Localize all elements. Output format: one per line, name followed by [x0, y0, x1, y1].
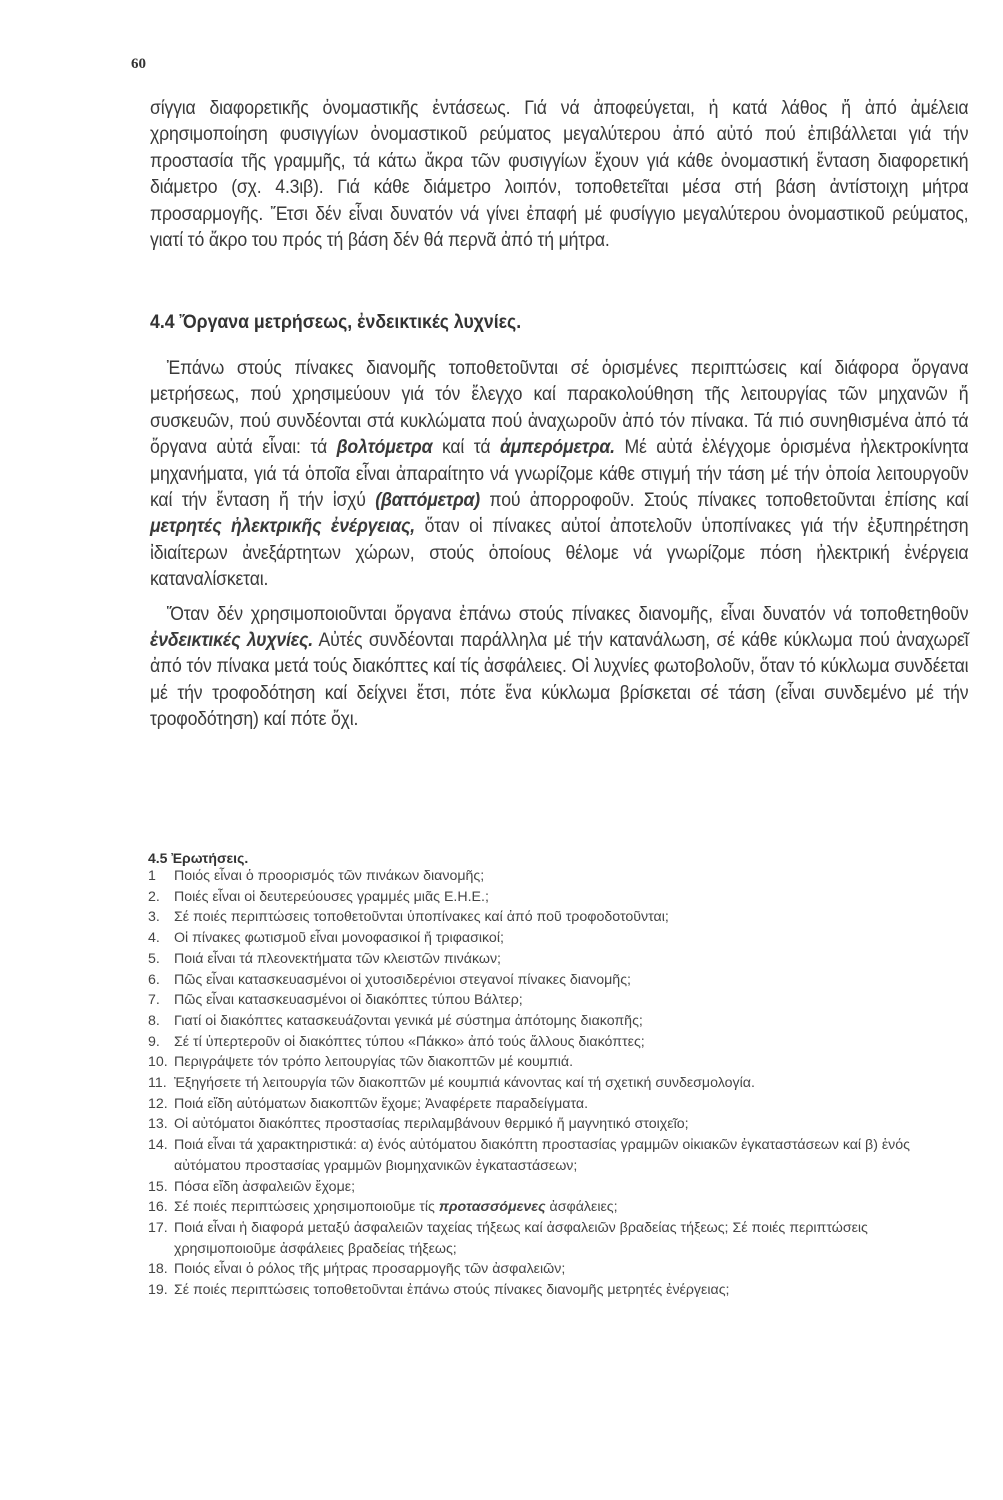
text-run: ὅταν οἱ πίνακες αὐτοί ἀποτελοῦν ὑποπίνακες γιά τήν ἐξυπηρέτηση ἰδιαίτερων ἀνεξάρτητων χώρων, στούς ὁποίους θέλομε νά γνωρίζομε πόση ἠλεκτρική ἐνέργεια καταναλίσκεται.	[150, 516, 969, 591]
question-number: 17.	[148, 1219, 168, 1236]
question-item	[148, 928, 938, 949]
emphasis-indicator-lamps: ἐνδεικτικές λυχνίες.	[150, 630, 313, 652]
question-text	[174, 866, 938, 887]
text-run: Ποιά εἶναι ἡ διαφορά μεταξύ ἀσφαλειῶν ταχείας τήξεως καί ἀσφαλειῶν βραδείας τήξεως; Σέ ποιές περιπτώσεις χρησιμοποιοῦμε ἀσφάλειες βραδείας τήξεως;	[174, 1219, 868, 1257]
question-item	[148, 1177, 938, 1198]
question-text	[174, 1177, 938, 1198]
section-4-4-body	[150, 356, 968, 734]
question-text	[174, 1135, 938, 1176]
text-run: πού ἀπορροφοῦν. Στούς πίνακες τοποθετοῦνται ἐπίσης καί	[479, 490, 969, 512]
question-item	[148, 1197, 938, 1218]
emphasis-energy-meters: μετρητές ἠλεκτρικῆς ἐνέργειας,	[150, 516, 415, 538]
page-number: 60	[131, 56, 146, 72]
question-item	[148, 1094, 938, 1115]
question-text	[174, 949, 938, 970]
text-run: Ποιός εἶναι ὁ ρόλος τῆς μήτρας προσαρμογῆς τῶν ἀσφαλειῶν;	[174, 1261, 566, 1278]
question-number: 14.	[148, 1137, 168, 1154]
text-run: Πόσα εἴδη ἀσφαλειῶν ἔχομε;	[174, 1178, 356, 1195]
question-item	[148, 990, 938, 1011]
question-number: 5.	[148, 950, 160, 967]
questions-list	[148, 866, 938, 1301]
question-text	[174, 1032, 938, 1053]
text-run: Σέ ποιές περιπτώσεις χρησιμοποιοῦμε τίς	[174, 1199, 439, 1216]
text-run: Οἱ πίνακες φωτισμοῦ εἶναι μονοφασικοί ἤ τριφασικοί;	[174, 930, 504, 947]
question-item	[148, 907, 938, 928]
question-number: 4.	[148, 930, 160, 947]
question-text	[174, 1280, 938, 1301]
text-run: Αὐτές συνδέονται παράλληλα μέ τήν κατανάλωση, σέ κάθε κύκλωμα πού ἀναχωρεῖ ἀπό τόν πίνακα μετά τούς διακόπτες καί τίς ἀσφάλειες. Οἱ λυχνίες φωτοβολοῦν, ὅταν τό κύκλωμα συνδέεται μέ τήν τροφοδότηση καί δείχνει ἔτσι, πότε ἕνα κύκλωμα βρίσκεται σέ τάση (εἶναι συνδεμένο μέ τήν τροφοδότηση) καί πότε ὄχι.	[150, 630, 969, 731]
question-item	[148, 866, 938, 887]
question-text	[174, 928, 938, 949]
question-text	[174, 1218, 938, 1259]
text-run: Πῶς εἶναι κατασκευασμένοι οἱ διακόπτες τύπου Βάλτερ;	[174, 992, 523, 1009]
text-run: Ποιός εἶναι ὁ προορισμός τῶν πινάκων διανομῆς;	[174, 868, 485, 884]
text-run: Ὅταν δέν χρησιμοποιοῦνται ὄργανα ἐπάνω στούς πίνακες διανομῆς, εἶναι δυνατόν νά τοποθετηθοῦν	[166, 603, 969, 625]
question-text	[174, 887, 938, 908]
text-run: Ποιά εἶναι τά χαρακτηριστικά: α) ἑνός αὐτόματου διακόπτη προστασίας γραμμῶν οἰκιακῶν ἐγκαταστάσεων καί β) ἑνός αὐτόματου προστασίας γραμμῶν βιομηχανικῶν ἐγκαταστάσεων;	[174, 1137, 911, 1174]
question-text	[174, 1052, 938, 1073]
section-heading: 4.4 Ὄργανα μετρήσεως, ἐνδεικτικές λυχνίες.	[150, 312, 522, 333]
question-number: 3.	[148, 909, 160, 926]
paragraph-text: σίγγια διαφορετικῆς ὀνομαστικῆς ἐντάσεως. Γιά νά ἀποφεύγεται, ἡ κατά λάθος ἤ ἀπό ἀμέλεια χρησιμοποίηση φυσιγγίων ὀνομαστικοῦ ρεύματος μεγαλύτερου ἀπό αὐτό πού ἐπιβάλλεται γιά τήν προστασία τῆς γραμμῆς, τά κάτω ἄκρα τῶν φυσιγγίων ἔχουν γιά κάθε ὀνομαστική ἔνταση διαφορετική διάμετρο (σχ. 4.3ιβ). Γιά κάθε διάμετρο λοιπόν, τοποθετεῖται μέσα στή βάση ἀντίστοιχη μήτρα προσαρμογῆς. Ἔτσι δέν εἶναι δυνατόν νά γίνει ἐπαφή μέ φυσίγγιο μεγαλύτερου ὀνομαστικοῦ ρεύματος, γιατί τό ἄκρο του πρός τή βάση δέν θά περνᾶ ἀπό τή μήτρα.	[150, 98, 969, 252]
question-number: 13.	[148, 1116, 168, 1133]
question-number: 2.	[148, 888, 160, 905]
question-item	[148, 970, 938, 991]
question-text	[174, 1197, 938, 1218]
question-text	[174, 970, 938, 991]
text-run: Γιατί οἱ διακόπτες κατασκευάζονται γενικά μέ σύστημα ἀπότομης διακοπῆς;	[174, 1012, 643, 1029]
text-run: Σέ ποιές περιπτώσεις τοποθετοῦνται ὑποπίνακες καί ἀπό ποῦ τροφοδοτοῦνται;	[174, 909, 669, 926]
question-text	[174, 907, 938, 928]
question-text	[174, 1011, 938, 1032]
text-run: Ποιές εἶναι οἱ δευτερεύουσες γραμμές μιᾶς Ε.Η.Ε.;	[174, 888, 489, 905]
question-text	[174, 990, 938, 1011]
question-item	[148, 1259, 938, 1280]
section-4-4	[150, 312, 968, 334]
text-run: Σέ τί ὑπερτεροῦν οἱ διακόπτες τύπου «Πάκκο» ἀπό τούς ἄλλους διακόπτες;	[174, 1033, 645, 1050]
question-item	[148, 1218, 938, 1259]
text-run: καί τά	[432, 437, 501, 459]
text-run: ἀσφάλειες;	[545, 1199, 618, 1216]
question-text	[174, 1094, 938, 1115]
question-item	[148, 1052, 938, 1073]
question-item	[148, 1073, 938, 1094]
question-number: 15.	[148, 1178, 168, 1195]
question-number: 16.	[148, 1199, 168, 1216]
question-number: 18.	[148, 1261, 168, 1278]
question-item	[148, 1011, 938, 1032]
text-run: Πῶς εἶναι κατασκευασμένοι οἱ χυτοσιδερένιοι στεγανοί πίνακες διανομῆς;	[174, 971, 631, 988]
emphasis-text: προτασσόμενες	[438, 1199, 546, 1216]
text-run: Ἐπάνω στούς πίνακες διανομῆς τοποθετοῦνται σέ ὁρισμένες περιπτώσεις καί διάφορα ὄργανα μετρήσεως, πού χρησιμεύουν γιά τόν ἔλεγχο καί παρακολούθηση τῆς λειτουργίας τῶν μηχανῶν ἤ συσκευῶν, πού συνδέονται στά κυκλώματα πού ἀναχωροῦν ἀπό τόν πίνακα. Τά πιό συνηθισμένα ἀπό τά ὄργανα αὐτά εἶναι: τά	[150, 358, 969, 459]
question-item	[148, 1280, 938, 1301]
question-number: 7.	[148, 992, 160, 1009]
question-number: 1	[148, 868, 156, 884]
text-run: Περιγράψετε τόν τρόπο λειτουργίας τῶν διακοπτῶν μέ κουμπιά.	[174, 1054, 574, 1071]
question-number: 10.	[148, 1054, 168, 1071]
questions-heading: 4.5 Ἐρωτήσεις.	[148, 850, 249, 866]
question-item	[148, 1114, 938, 1135]
question-number: 12.	[148, 1095, 168, 1112]
question-number: 19.	[148, 1282, 168, 1299]
question-item	[148, 1135, 938, 1176]
question-text	[174, 1073, 938, 1094]
question-item	[148, 949, 938, 970]
emphasis-ammeters: ἀμπερόμετρα.	[500, 437, 615, 459]
question-text	[174, 1114, 938, 1135]
text-run: Σέ ποιές περιπτώσεις τοποθετοῦνται ἐπάνω στούς πίνακες διανομῆς μετρητές ἐνέργειας;	[174, 1282, 730, 1299]
question-number: 9.	[148, 1033, 160, 1050]
emphasis-wattmeters: (βαττόμετρα)	[375, 490, 480, 512]
question-text	[174, 1259, 938, 1280]
text-run: Ποιά εἶναι τά πλεονεκτήματα τῶν κλειστῶν πινάκων;	[174, 950, 501, 967]
text-run: Οἱ αὐτόματοι διακόπτες προστασίας περιλαμβάνουν θερμικό ἤ μαγνητικό στοιχεῖο;	[174, 1116, 689, 1133]
question-item	[148, 1032, 938, 1053]
text-run: Μέ αὐτά ἐλέγχομε ὁρισμένα ἠλεκτροκίνητα μηχανήματα, γιά τά ὁποῖα εἶναι ἀπαραίτητο νά γνωρίζομε κάθε στιγμή τήν τάση μέ τήν ὁποία λειτουργοῦν καί τήν ἔνταση ἤ τήν ἰσχύ	[150, 437, 969, 512]
text-run: Ἐξηγήσετε τή λειτουργία τῶν διακοπτῶν μέ κουμπιά κάνοντας καί τή σχετική συνδεσμολογία.	[174, 1075, 755, 1092]
question-item	[148, 887, 938, 908]
section-4-5	[148, 850, 938, 1301]
question-number: 8.	[148, 1012, 160, 1029]
question-number: 11.	[148, 1075, 167, 1092]
question-number: 6.	[148, 971, 160, 988]
text-run: Ποιά εἴδη αὐτόματων διακοπτῶν ἔχομε; Ἀναφέρετε παραδείγματα.	[174, 1095, 589, 1112]
paragraph-instruments	[150, 356, 968, 594]
paragraph-indicator-lamps	[150, 602, 968, 734]
paragraph-continuation	[150, 96, 968, 254]
emphasis-voltmeters: βολτόμετρα	[336, 437, 433, 459]
